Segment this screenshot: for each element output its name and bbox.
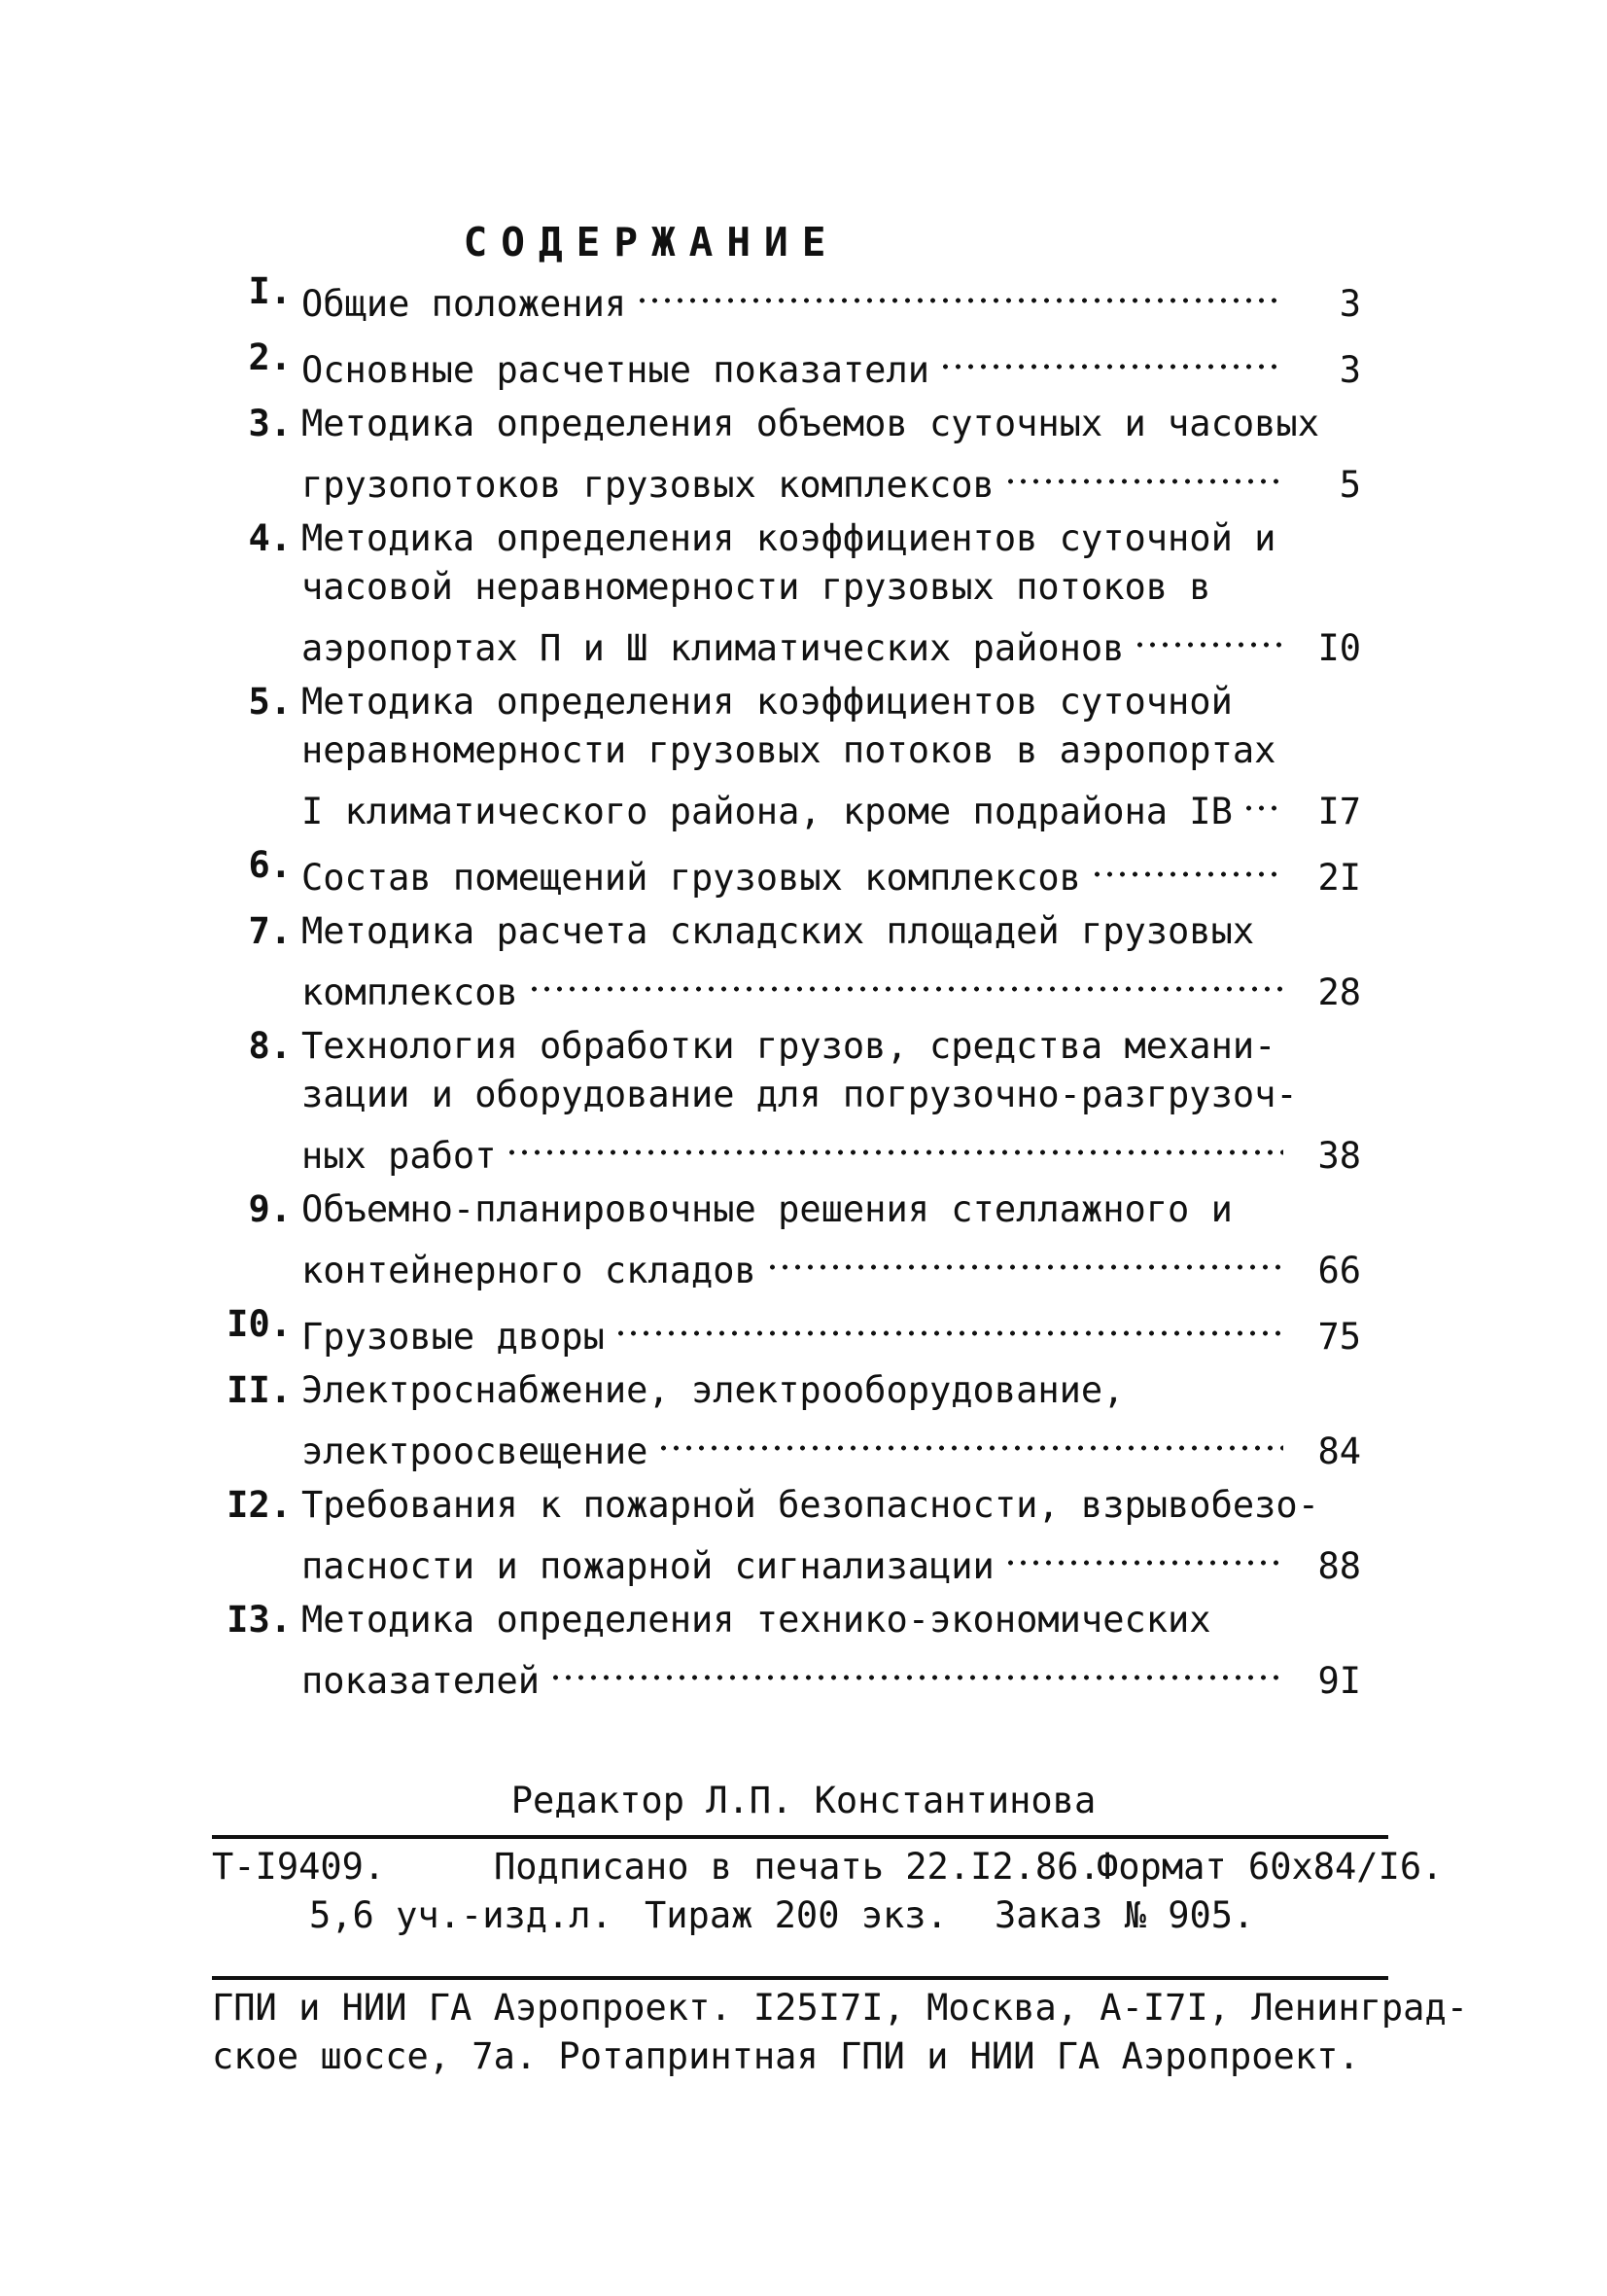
toc-entry-body: [301, 1300, 1361, 1358]
toc-entry-title-line: комплексов: [301, 971, 518, 1013]
toc-entry-title-line: аэропортах П и Ш климатических районов: [301, 627, 1125, 669]
toc-entry-final-line: [301, 334, 1361, 391]
toc-entry-number: 2.: [248, 336, 292, 378]
toc-entry-final-line: [301, 612, 1361, 669]
toc-entry-number: 4.: [248, 517, 292, 559]
toc-entry-final-line: [301, 1234, 1361, 1291]
toc-entry: [0, 514, 1607, 669]
toc-page-number: 9I: [1317, 1660, 1361, 1702]
toc-entry-title-line: неравномерности грузовых потоков в аэропортах: [301, 729, 1276, 771]
toc-entry-number: I3.: [227, 1599, 292, 1641]
toc-entry-title-line: показателей: [301, 1660, 541, 1702]
imprint-row-2: [212, 1891, 1417, 1940]
toc-entry-title-line: ных работ: [301, 1135, 497, 1177]
toc-page-number: 88: [1317, 1545, 1361, 1587]
toc-entry-title-line: Состав помещений грузовых комплексов: [301, 857, 1081, 899]
toc-entry-body: [301, 907, 1361, 1013]
toc-entry-title-line: часовой неравномерности грузовых потоков в: [301, 566, 1211, 608]
toc-entry-title-line: Объемно-планировочные решения стеллажного и: [301, 1188, 1233, 1230]
imprint-format: Формат 60x84/I6.: [1097, 1846, 1444, 1888]
imprint-block: [212, 1843, 1444, 1940]
toc-entry-number: I.: [248, 270, 292, 312]
toc-entry-title-line: пасности и пожарной сигнализации: [301, 1545, 995, 1587]
toc-entry-title-line: электроосвещение: [301, 1431, 648, 1472]
toc-entry: [0, 267, 1607, 325]
toc-entry-final-line: [301, 1530, 1361, 1587]
dot-leader: [636, 267, 1283, 316]
toc-page-number: I0: [1317, 627, 1361, 669]
toc-page-number: 66: [1317, 1250, 1361, 1291]
dot-leader: [939, 334, 1283, 382]
toc-page-number: 28: [1317, 971, 1361, 1013]
toc-entry: [0, 1366, 1607, 1472]
toc-page-number: 3: [1339, 349, 1361, 391]
editor-credit: Редактор Л.П. Константинова: [510, 1780, 1097, 1821]
imprint-print-run: Тираж 200 экз.: [645, 1894, 948, 1936]
toc-entry-title-line: контейнерного складов: [301, 1250, 756, 1291]
toc-entry-final-line: [301, 448, 1361, 506]
toc-entry-body: [301, 1481, 1361, 1587]
dot-leader: [528, 956, 1283, 1005]
toc-entry-number: 3.: [248, 403, 292, 444]
toc-entry-title-line: Методика определения коэффициентов суточной и: [301, 517, 1276, 559]
toc-entry-number: II.: [227, 1369, 292, 1411]
toc-page-number: I7: [1317, 791, 1361, 832]
toc-page-number: 5: [1339, 464, 1361, 506]
toc-page-number: 75: [1317, 1316, 1361, 1358]
address-line: ское шоссе, 7а. Ротапринтная ГПИ и НИИ ГА Аэропроект.: [212, 2035, 1360, 2077]
toc-entry-title-line: грузопотоков грузовых комплексов: [301, 464, 995, 506]
dot-leader: [614, 1300, 1283, 1349]
toc-entry-number: 8.: [248, 1025, 292, 1067]
toc-entry-title-line: Грузовые дворы: [301, 1316, 605, 1358]
toc-entry-final-line: [301, 956, 1361, 1013]
toc-entry: [0, 841, 1607, 899]
toc-entry-body: [301, 334, 1361, 391]
toc-entry-final-line: [301, 1119, 1361, 1177]
toc-entry-body: [301, 678, 1361, 832]
dot-leader: [1242, 775, 1283, 824]
toc-entry-title-line: Электроснабжение, электрооборудование,: [301, 1369, 1125, 1411]
toc-entry: [0, 1481, 1607, 1587]
imprint-row-1: [212, 1843, 1444, 1891]
toc-entry: [0, 1185, 1607, 1291]
toc-entry: [0, 1300, 1607, 1358]
toc-entry-final-line: [301, 1644, 1361, 1702]
toc-page-number: 3: [1339, 283, 1361, 325]
toc-entry-number: 7.: [248, 910, 292, 952]
dot-leader: [657, 1415, 1283, 1464]
toc-entry-title-line: зации и оборудование для погрузочно-разгрузоч-: [301, 1074, 1298, 1115]
toc-entry-body: [301, 514, 1361, 669]
imprint-code: Т-I9409.: [212, 1846, 386, 1888]
toc-entry: [0, 907, 1607, 1013]
imprint-bottom-rule: [212, 1976, 1388, 1980]
toc-entry-final-line: [301, 267, 1361, 325]
imprint-top-rule: [212, 1835, 1388, 1839]
toc-entry: [0, 1022, 1607, 1177]
toc-entry-number: I2.: [227, 1484, 292, 1526]
toc-entry-final-line: [301, 775, 1361, 832]
dot-leader: [549, 1644, 1283, 1693]
toc-entry-number: 6.: [248, 844, 292, 886]
toc-entry-title-line: Основные расчетные показатели: [301, 349, 930, 391]
toc-entry: [0, 1596, 1607, 1702]
toc-entry-title-line: Методика расчета складских площадей грузовых: [301, 910, 1255, 952]
toc-entry-title-line: Технология обработки грузов, средства механи-: [301, 1025, 1276, 1067]
imprint-volume: 5,6 уч.-изд.л.: [309, 1894, 612, 1936]
toc-entry-body: [301, 1185, 1361, 1291]
dot-leader: [1134, 612, 1283, 660]
toc-entry: [0, 678, 1607, 832]
toc-entry-final-line: [301, 1300, 1361, 1358]
toc-entry-title-line: Методика определения технико-экономических: [301, 1599, 1211, 1641]
toc-entry-body: [301, 400, 1361, 506]
toc-entry-body: [301, 1366, 1361, 1472]
toc-entry-body: [301, 267, 1361, 325]
dot-leader: [1091, 841, 1283, 890]
toc-entry-title-line: Общие положения: [301, 283, 627, 325]
toc-entry-final-line: [301, 1415, 1361, 1472]
toc-entry-title-line: Требования к пожарной безопасности, взрывобезо-: [301, 1484, 1319, 1526]
address-line: ГПИ и НИИ ГА Аэропроект. I25I7I, Москва, А-I7I, Ленинград-: [212, 1987, 1469, 2029]
toc-entry-number: I0.: [227, 1303, 292, 1345]
toc-entry-title-line: Методика определения объемов суточных и часовых: [301, 403, 1319, 444]
imprint-signed-date: Подписано в печать 22.I2.86.: [494, 1846, 1100, 1888]
dot-leader: [506, 1119, 1283, 1168]
dot-leader: [766, 1234, 1283, 1283]
toc-page-number: 38: [1317, 1135, 1361, 1177]
toc-entry-body: [301, 841, 1361, 899]
toc-entry-number: 9.: [248, 1188, 292, 1230]
toc-page-number: 84: [1317, 1431, 1361, 1472]
toc-entry-body: [301, 1022, 1361, 1177]
imprint-order: Заказ № 905.: [995, 1894, 1255, 1936]
toc-entry-body: [301, 1596, 1361, 1702]
table-of-contents: [0, 267, 1607, 1711]
toc-entry-title-line: Методика определения коэффициентов суточной: [301, 681, 1233, 723]
toc-page-number: 2I: [1317, 857, 1361, 899]
toc-entry-final-line: [301, 841, 1361, 899]
page-title: СОДЕРЖАНИЕ: [463, 219, 840, 265]
toc-entry-number: 5.: [248, 681, 292, 723]
dot-leader: [1004, 1530, 1283, 1578]
toc-entry-title-line: I климатического района, кроме подрайона IB: [301, 791, 1233, 832]
toc-entry: [0, 334, 1607, 391]
publisher-address: [212, 1984, 1469, 2081]
dot-leader: [1004, 448, 1283, 497]
toc-entry: [0, 400, 1607, 506]
